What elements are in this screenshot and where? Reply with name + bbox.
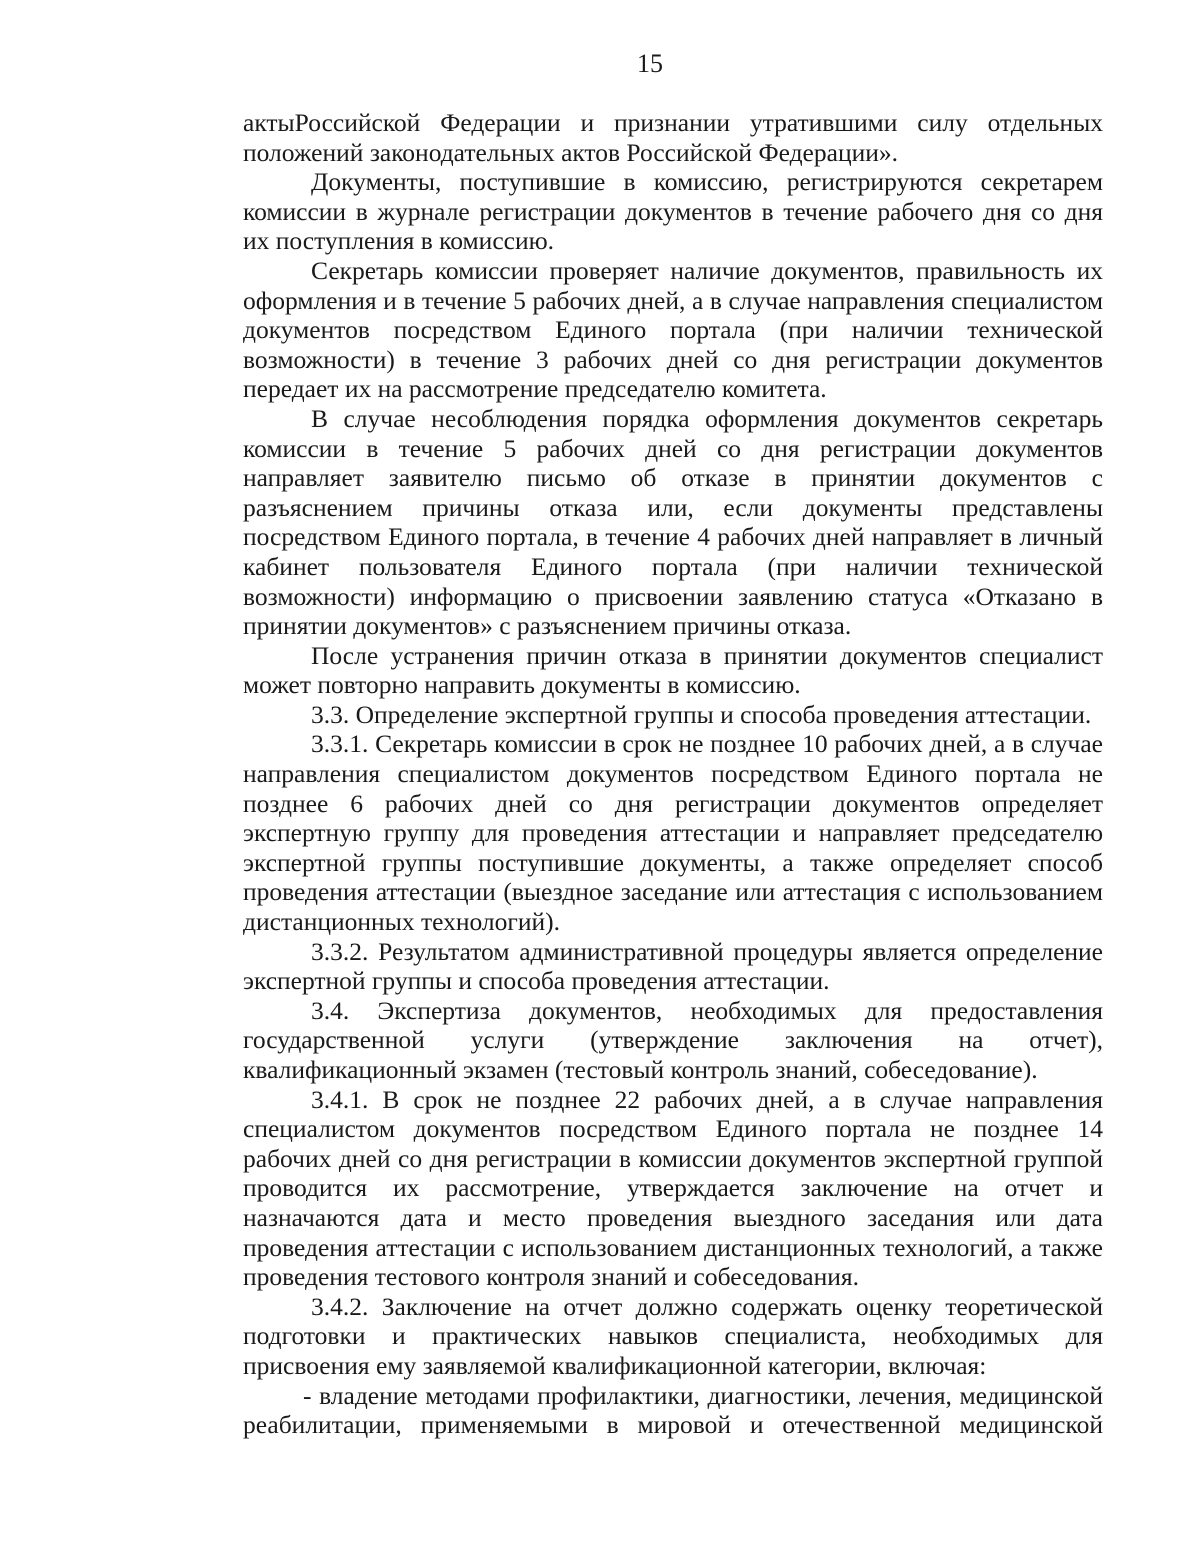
paragraph-registration: Документы, поступившие в комиссию, регистрируются секретарем комиссии в журнале регистрации документов в течение рабочего дня со дня их поступления в комиссию. xyxy=(243,167,1103,256)
section-3-4-heading: 3.4. Экспертиза документов, необходимых для предоставления государственной услуги (утверждение заключения на отчет), квалификационный экзамен (тестовый контроль знаний, собеседование). xyxy=(243,995,1103,1084)
section-3-4-1: 3.4.1. В срок не позднее 22 рабочих дней, а в случае направления специалистом документов посредством Единого портала не позднее 14 рабочих дней со дня регистрации в комиссии документов экспертной группой проводится их рассмотрение, утверждается заключение на отчет и назначаются дата и место проведения выездного заседания или дата проведения аттестации с использованием дистанционных технологий, а также проведения тестового контроля знаний и собеседования. xyxy=(243,1084,1103,1292)
list-item-methods: - владение методами профилактики, диагностики, лечения, медицинской реабилитации, применяемыми в мировой и отечественной медицинской xyxy=(243,1380,1103,1440)
paragraph-refusal: В случае несоблюдения порядка оформления документов секретарь комиссии в течение 5 рабочих дней со дня регистрации документов направляет заявителю письмо об отказе в принятии документов с разъяснением причины отказа или, если документы представлены посредством Единого портала, в течение 4 рабочих дней направляет в личный кабинет пользователя Единого портала (при наличии технической возможности) информацию о присвоении заявлению статуса «Отказано в принятии документов» с разъяснением причины отказа. xyxy=(243,403,1103,641)
page-number: 15 xyxy=(637,49,663,78)
paragraph-secretary-check: Секретарь комиссии проверяет наличие документов, правильность их оформления и в течение 5 рабочих дней, а в случае направления специалистом документов посредством Единого портала (при наличии технической возможности) в течение 3 рабочих дней со дня регистрации документов передает их на рассмотрение председателю комитета. xyxy=(243,255,1103,404)
section-3-3-heading: 3.3. Определение экспертной группы и способа проведения аттестации. xyxy=(311,699,1092,729)
paragraph-resubmission: После устранения причин отказа в принятии документов специалист может повторно направить документы в комиссию. xyxy=(243,640,1103,700)
section-3-3-1: 3.3.1. Секретарь комиссии в срок не позднее 10 рабочих дней, а в случае направления специалистом документов посредством Единого портала не позднее 6 рабочих дней со дня регистрации документов определяет экспертную группу для проведения аттестации и направляет председателю экспертной группы поступившие документы, а также определяет способ проведения аттестации (выездное заседание или аттестация с использованием дистанционных технологий). xyxy=(243,729,1103,937)
document-body xyxy=(243,108,1103,1440)
paragraph-continuation: актыРоссийской Федерации и признании утратившими силу отдельных положений законодательных актов Российской Федерации». xyxy=(243,108,1103,167)
section-3-3-2: 3.3.2. Результатом административной процедуры является определение экспертной группы и способа проведения аттестации. xyxy=(243,936,1103,996)
section-3-4-2: 3.4.2. Заключение на отчет должно содержать оценку теоретической подготовки и практических навыков специалиста, необходимых для присвоения ему заявляемой квалификационной категории, включая: xyxy=(243,1291,1103,1380)
